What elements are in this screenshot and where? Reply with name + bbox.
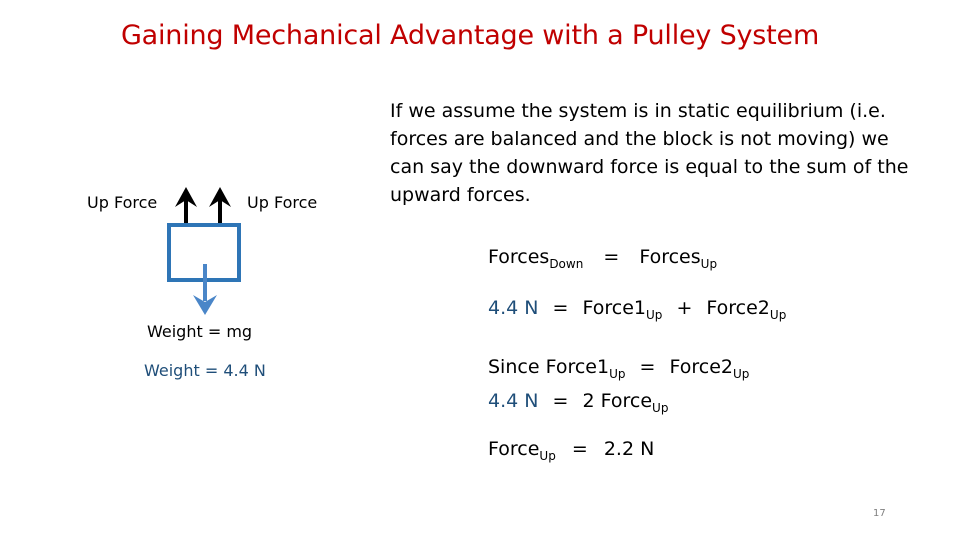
eq4-rhs: 2 Force xyxy=(582,390,653,412)
eq2-term1: Force1 xyxy=(582,297,646,319)
eq1-op: = xyxy=(603,246,620,268)
eq3-prefix: Since xyxy=(488,356,540,378)
eq2-lhs: 4.4 N xyxy=(488,297,539,319)
eq4-lhs: 4.4 N xyxy=(488,390,539,412)
eq4-rhs-sub: Up xyxy=(652,401,669,415)
eq2-term1-sub: Up xyxy=(645,308,663,322)
eq1-rhs-sub: Up xyxy=(700,257,718,271)
eq3-term1-sub: Up xyxy=(609,367,626,381)
up-force-left-label: Up Force xyxy=(87,193,158,212)
weight-value-label: Weight = 4.4 N xyxy=(144,361,266,380)
up-force-left-arrow-icon xyxy=(175,187,197,223)
weight-formula-label: Weight = mg xyxy=(147,322,253,341)
eq1-lhs-sub: Down xyxy=(549,257,584,271)
equation-result xyxy=(488,438,655,463)
eq3-term1: Force1 xyxy=(545,356,610,378)
eq3-term2-sub: Up xyxy=(733,367,750,381)
eq2-op: = xyxy=(552,297,569,319)
eq2-term2: Force2 xyxy=(706,297,770,319)
eq3-term2: Force2 xyxy=(669,356,733,378)
eq5-rhs: 2.2 N xyxy=(603,438,655,460)
equation-forces-balance xyxy=(488,246,718,271)
up-force-right-label: Up Force xyxy=(247,193,318,212)
equation-weight-sum xyxy=(488,297,787,322)
weight-arrow-icon xyxy=(193,264,217,315)
equilibrium-explanation: If we assume the system is in static equilibrium (i.e. forces are balanced and the block is not moving) we can say the downward force is equal to the sum of the upward forces. xyxy=(390,100,909,206)
eq5-lhs-sub: Up xyxy=(539,449,556,463)
eq2-term2-sub: Up xyxy=(769,308,787,322)
eq4-op: = xyxy=(552,390,569,412)
eq2-plus: + xyxy=(676,297,693,319)
eq5-lhs: Force xyxy=(488,438,540,460)
eq1-rhs: Forces xyxy=(639,246,701,268)
page-number: 17 xyxy=(873,508,886,519)
eq1-lhs: Forces xyxy=(488,246,550,268)
equation-since-equal xyxy=(488,356,750,381)
up-force-right-arrow-icon xyxy=(209,187,231,223)
slide-title: Gaining Mechanical Advantage with a Pulley System xyxy=(120,20,820,51)
equation-two-force xyxy=(488,390,669,415)
eq5-op: = xyxy=(571,438,588,460)
eq3-op: = xyxy=(639,356,656,378)
free-body-diagram xyxy=(160,180,260,320)
